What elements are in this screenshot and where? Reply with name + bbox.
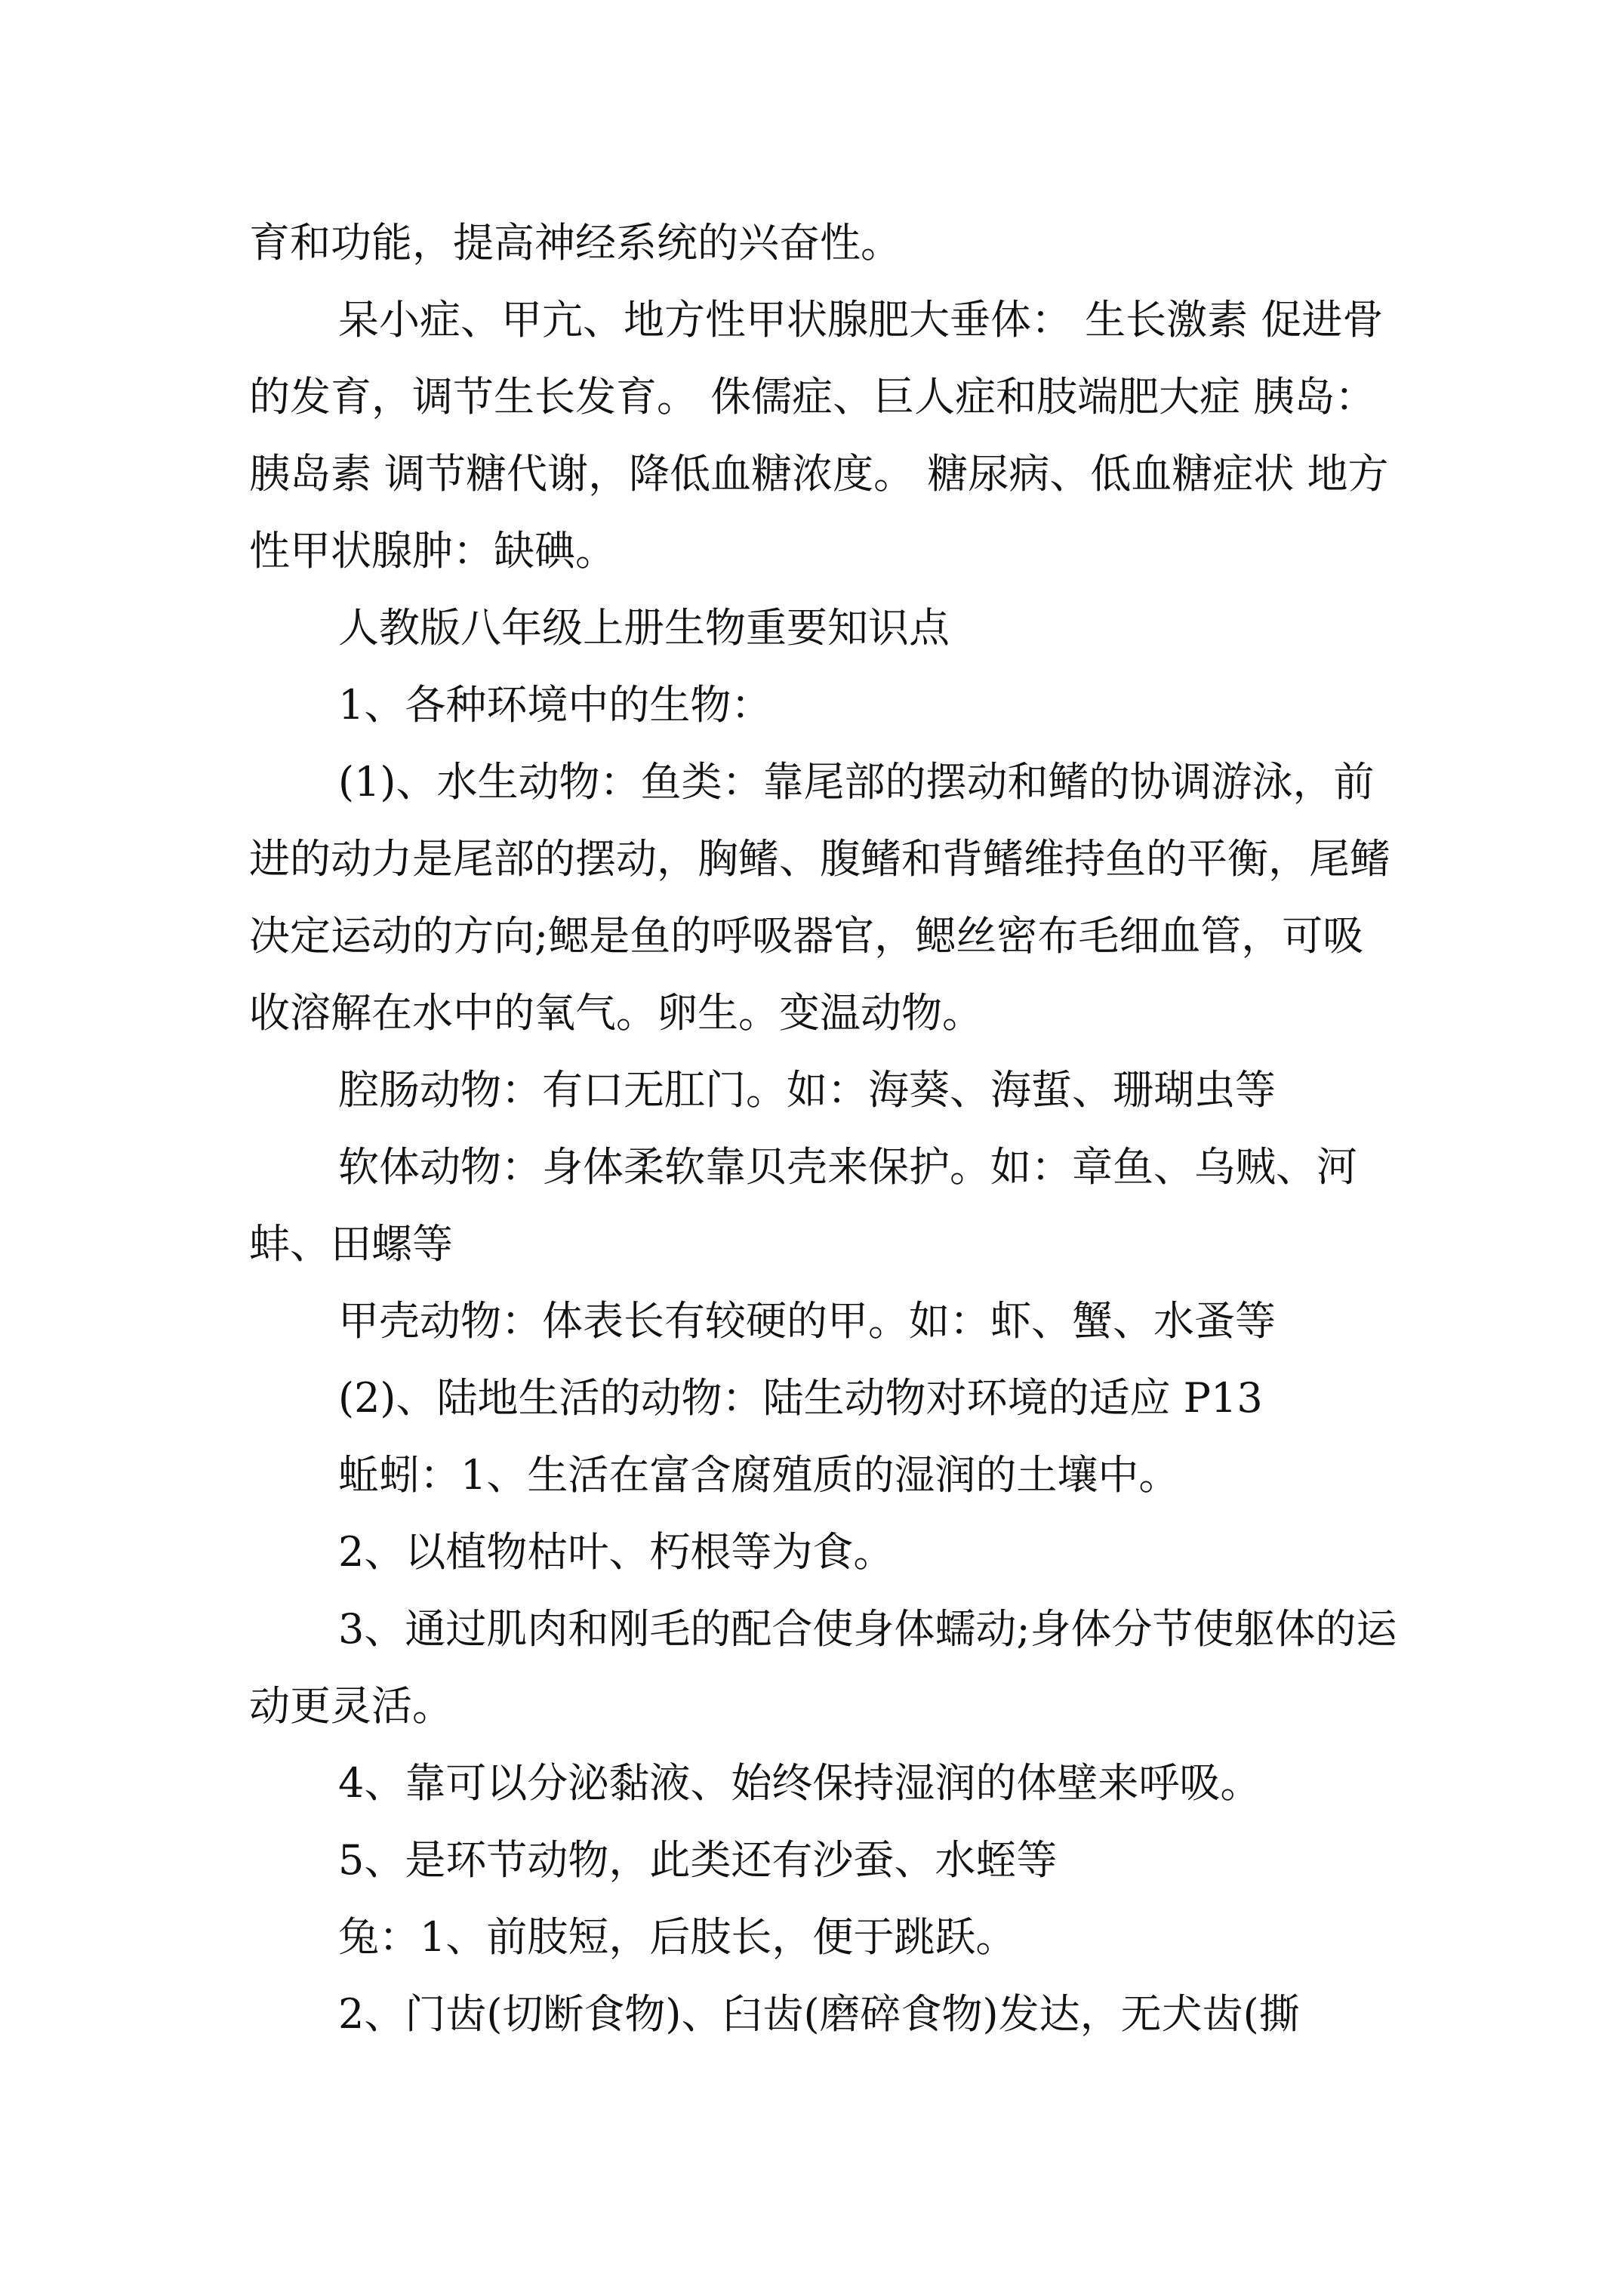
paragraph: 3、通过肌肉和刚毛的配合使身体蠕动;身体分节使躯体的运动更灵活。 [249, 1605, 1397, 1730]
paragraph: 兔：1、前肢短，后肢长，便于跳跃。 [338, 1913, 1017, 1961]
paragraph: 1、各种环境中的生物： [338, 681, 772, 729]
document-body [249, 205, 1404, 2053]
paragraph: 甲壳动物：体表长有较硬的甲。如：虾、蟹、水蚤等 [338, 1297, 1276, 1345]
paragraph: 2、门齿(切断食物)、臼齿(磨碎食物)发达，无犬齿(撕 [338, 1990, 1300, 2038]
paragraph: 腔肠动物：有口无肛门。如：海葵、海蜇、珊瑚虫等 [338, 1066, 1276, 1114]
paragraph: (1)、水生动物：鱼类：靠尾部的摆动和鳍的协调游泳，前进的动力是尾部的摆动，胸鳍、腹鳍和背鳍维持鱼的平衡，尾鳍决定运动的方向;鳃是鱼的呼吸器官，鳃丝密布毛细血管，可吸收溶解在水中的氧气。卵生。变温动物。 [249, 758, 1390, 1037]
paragraph: 2、以植物枯叶、朽根等为食。 [338, 1528, 895, 1576]
paragraph: 呆小症、甲亢、地方性甲状腺肥大垂体： 生长激素 促进骨的发育，调节生长发育。 侏儒症、巨人症和肢端肥大症 胰岛： 胰岛素 调节糖代谢，降低血糖浓度。 糖尿病、低血糖症状 地方性甲状腺肿：缺碘。 [249, 296, 1389, 575]
paragraph: 蚯蚓：1、生活在富含腐殖质的湿润的土壤中。 [338, 1451, 1180, 1499]
section-heading: 人教版八年级上册生物重要知识点 [338, 604, 950, 652]
paragraph: 4、靠可以分泌黏液、始终保持湿润的体壁来呼吸。 [338, 1759, 1261, 1807]
paragraph: 5、是环节动物，此类还有沙蚕、水蛭等 [338, 1836, 1058, 1884]
paragraph: (2)、陆地生活的动物：陆生动物对环境的适应 P13 [338, 1374, 1263, 1422]
paragraph: 软体动物：身体柔软靠贝壳来保护。如：章鱼、乌贼、河蚌、田螺等 [249, 1143, 1357, 1268]
paragraph: 育和功能，提高神经系统的兴奋性。 [249, 219, 901, 267]
